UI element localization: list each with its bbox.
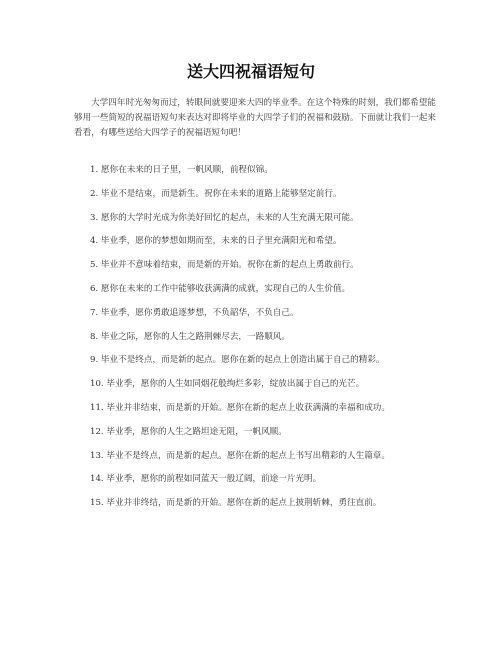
list-item: 12. 毕业季，愿你的人生之路坦途无阻，一帆风顺。 [90,426,287,437]
list-item: 8. 毕业之际，愿你的人生之路荆棘尽去，一路顺风。 [90,331,290,342]
list-item: 3. 愿你的大学时光成为你美好回忆的起点，未来的人生充满无限可能。 [90,212,359,223]
list-item: 10. 毕业季，愿你的人生如同烟花般绚烂多彩，绽放出属于自己的光芒。 [90,379,365,390]
list-item: 15. 毕业并非终结，而是新的开始。愿你在新的起点上披荆斩棘，勇往直前。 [90,498,382,509]
blessing-list [90,163,450,520]
list-item: 11. 毕业并非结束，而是新的开始。愿你在新的起点上收获满满的幸福和成功。 [90,402,390,413]
list-item: 13. 毕业不是终点，而是新的起点。愿你在新的起点上书写出精彩的人生篇章。 [90,450,390,461]
list-item: 4. 毕业季，愿你的梦想如期而至，未来的日子里充满阳光和希望。 [90,236,342,247]
intro-paragraph: 大学四年时光匆匆而过，转眼间就要迎来大四的毕业季。在这个特殊的时刻，我们都希望能够用一些简短的祝福语短句来表达对即将毕业的大四学子们的祝福和鼓励。下面就让我们一起来看看，有哪些送给大四学子的祝福语短句吧！ [74,98,436,138]
list-item: 5. 毕业并不意味着结束，而是新的开始。祝你在新的起点上勇敢前行。 [90,260,359,271]
list-item: 1. 愿你在未来的日子里，一帆风顺，前程似锦。 [90,165,273,175]
list-item: 9. 毕业不是终点，而是新的起点。愿你在新的起点上创造出属于自己的精彩。 [90,355,385,366]
list-item: 7. 毕业季，愿你勇敢追逐梦想，不负韶华，不负自己。 [90,307,299,318]
list-item: 6. 愿你在未来的工作中能够收获满满的成就，实现自己的人生价值。 [90,283,351,294]
list-item: 2. 毕业不是结束，而是新生。祝你在未来的道路上能够坚定前行。 [90,188,342,199]
list-item: 14. 毕业季，愿你的前程如同蓝天一般辽阔，前途一片光明。 [90,474,322,485]
document-title: 送大四祝福语短句 [186,62,315,81]
